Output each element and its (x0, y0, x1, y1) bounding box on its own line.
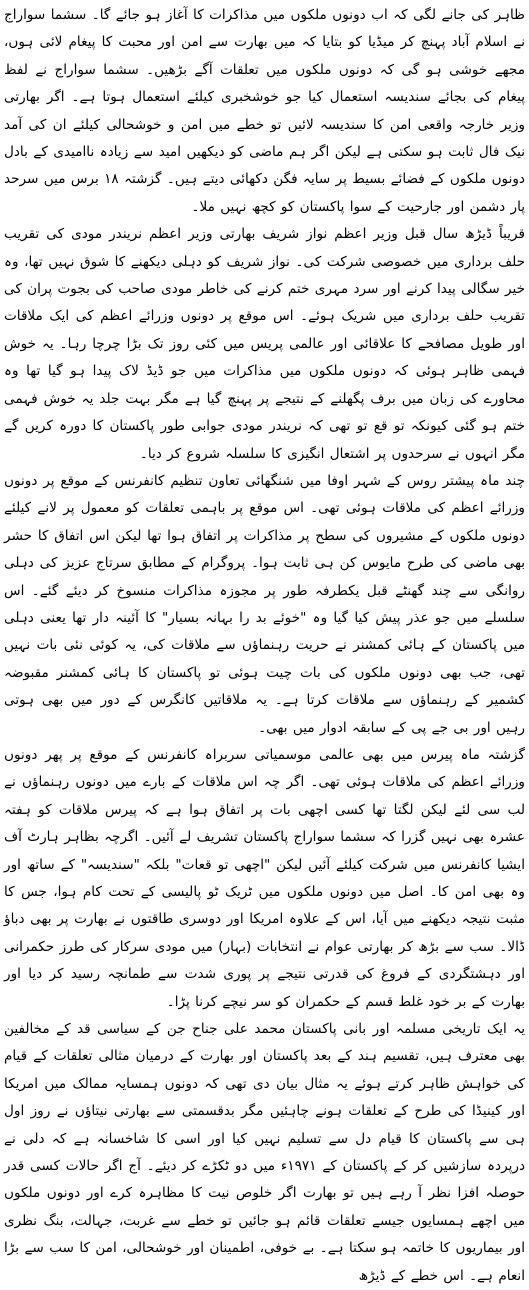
article-paragraph: یہ ایک تاریخی مسلمہ اور بانی پاکستان محمد علی جناح جن کے سیاسی قد کے مخالفین بھی معترف ہیں، تقسیم ہند کے بعد پاکستان اور بھارت کے درمیان مثالی تعلقات کے قیام کی خواہش ظاہر کرتے ہوئے یہ مثال بیان دی تھی کہ دونوں ہمسایہ ممالک میں امریکا اور کینیڈا کی طرح کے تعلقات ہونے چاہئیں مگر بدقسمتی سے بھارتی نیتاؤں نے روز اول ہی سے پاکستان کا قیام دل سے تسلیم نہیں کیا اور اسی کا شاخسانہ ہے کہ دلی نے درپردہ سازشیں کر کے پاکستان کے ۱۹۷۱ء میں دو ٹکڑے کر دیئے۔ آج اگر حالات کسی قدر حوصلہ افزا نظر آ رہے ہیں تو بھارت اگر خلوص نیت کا مظاہرہ کرے اور دونوں ملکوں میں اچھے ہمسایوں جیسے تعلقات قائم ہو جائیں تو خطے سے غربت، جہالت، بنگ نظری اور بیماریوں کا خاتمہ ہو سکتا ہے۔ بے خوفی، اطمینان اور خوشحالی، امن کا سب سے بڑا انعام ہے۔ اس خطے کے ڈیڑھ (4, 1021, 525, 1284)
article-paragraph: قریباً ڈیڑھ سال قبل وزیر اعظم نواز شریف بھارتی وزیر اعظم نریندر مودی کی تقریب حلف برداری میں خصوصی شرکت کی۔ نواز شریف کو دہلی دیکھنے کا شوق نہیں تھا، وہ خیر سگالی پیدا کرنے اور سرد مہری ختم کرنے کی خاطر مودی صاحب کی بجوت پران کی تقریب حلف برداری میں شریک ہوئے۔ اس موقع پر دونوں وزرائے اعظم کی ایک ملاقات اور طویل مصافحے کا علاقائی اور عالمی پریس میں کئی روز تک بڑا چرچا رہا۔ یہ خوش فہمی ظاہر ہوئی کہ دونوں ملکوں میں مذاکرات میں جو ڈیڈ لاک پیدا ہو گیا تھا وہ محاورے کی زبان میں برف پگھلنے کے نتیجے پر پہنچ گیا ہے مگر بہت جلد یہ خوش فہمی ختم ہو گئی کیونکہ تو قع تو تھی کہ نریندر مودی جوابی طور پاکستان کا دورہ کریں گے مگر انہوں نے سرحدوں پر اشتعال انگیزی کا سلسلہ شروع کر دیا۔ (4, 226, 525, 462)
article-paragraph: ظاہر کی جانے لگی کہ اب دونوں ملکوں میں مذاکرات کا آغاز ہو جائے گا۔ سشما سواراج نے اسلام آباد پہنچ کر میڈیا کو بتایا کہ میں بھارت سے امن اور محبت کا پیغام لائی ہوں، مجھے خوشی ہو گی کہ دونوں ملکوں میں تعلقات آگے بڑھیں۔ سشما سواراج نے لفظ پیغام کی بجائے سندیسہ استعمال کیا جو خوشخبری کیلئے استعمال ہوتا ہے۔ اگر بھارتی وزیر خارجہ واقعی امن کا سندیسہ لائیں تو خطے میں امن و خوشحالی کیلئے ان کی آمد نیک فال ثابت ہو سکتی ہے لیکن اگر ہم ماضی کو دیکھیں امید سے زیادہ ناامیدی کے بادل دونوں ملکوں کے فضائے بسیط پر سایہ فگن دکھائی دیتے ہیں۔ گزشتہ ۱۸ برس میں سرحد پار دشمن اور جارحیت کے سوا پاکستان کو کچھ نہیں ملا۔ (4, 7, 525, 215)
article-paragraph: چند ماہ پیشتر روس کے شہر اوفا میں شنگھائی تعاون تنظیم کانفرنس کے موقع پر دونوں وزرائے اعظم کی ملاقات ہوئی تھی۔ اس موقع پر باہمی تعلقات کو معمول پر لانے کیلئے دونوں ملکوں کے مشیروں کی سطح پر مذاکرات پر اتفاق ہوا تھا لیکن اس اتفاق کا حشر بھی ماضی کی طرح مایوس کن ہی ثابت ہوا۔ پروگرام کے مطابق سرتاج عزیز کی دہلی روانگی سے چند گھنٹے قبل یکطرفہ طور پر مجوزہ مذاکرات منسوخ کر دیئے گئے۔ اس سلسلے میں جو عذر پیش کیا گیا وہ "خوئے بد را بہانہ بسیار" کا آئینہ دار تھا یعنی دہلی میں پاکستان کے ہائی کمشنر نے حریت رہنماؤں سے ملاقات کی، یہ کوئی نئی بات نہیں تھی، جب بھی دونوں ملکوں کی بات چیت ہوئی تو پاکستان کا ہائی کمشنر مقبوضہ کشمیر کے رہنماؤں سے ملاقات کرتا ہے۔ یہ ملاقاتیں کانگرس کے دور میں بھی ہوتی رہیں اور بی جے پی کے سابقہ ادوار میں بھی۔ (4, 472, 525, 736)
article-paragraph: گزشتہ ماہ پیرس میں بھی عالمی موسمیاتی سربراہ کانفرنس کے موقع پر پھر دونوں وزرائے اعظم کی ملاقات ہوئی تھی۔ اگر چہ اس ملاقات کے بارے میں دونوں رہنماؤں نے لب سی لئے لیکن لگتا تھا کسی اچھی بات پر اتفاق ہوا ہے کہ پیرس ملاقات کو ہفتہ عشرہ بھی نہیں گزرا کہ سشما سواراج پاکستان تشریف لے آئیں۔ اگرچہ بظاہر ہارٹ آف ایشیا کانفرنس میں شرکت کیلئے آئیں لیکن "اچھی تو قعات" بلکہ "سندیسہ" کے ساتھ اور وہ بھی امن کا۔ اصل میں دونوں ملکوں میں ٹریک ٹو پالیسی کے تحت کام ہوا، جس کا مثبت نتیجہ دیکھنے میں آیا، اس کے علاوہ امریکا اور دوسری طاقتوں نے بھارت پر بھی دباؤ ڈالا۔ سب سے بڑھ کر بھارتی عوام نے انتخابات (بہار) میں مودی سرکار کی طرز حکمرانی اور دہشتگردی کے فروغ کی قدرتی نتیجے پر پوری شدت سے طمانچہ رسید کر دیا اور بھارت کے بر خود غلط قسم کے حکمران کو سر نیچے کرنا پڑا۔ (4, 746, 525, 1010)
